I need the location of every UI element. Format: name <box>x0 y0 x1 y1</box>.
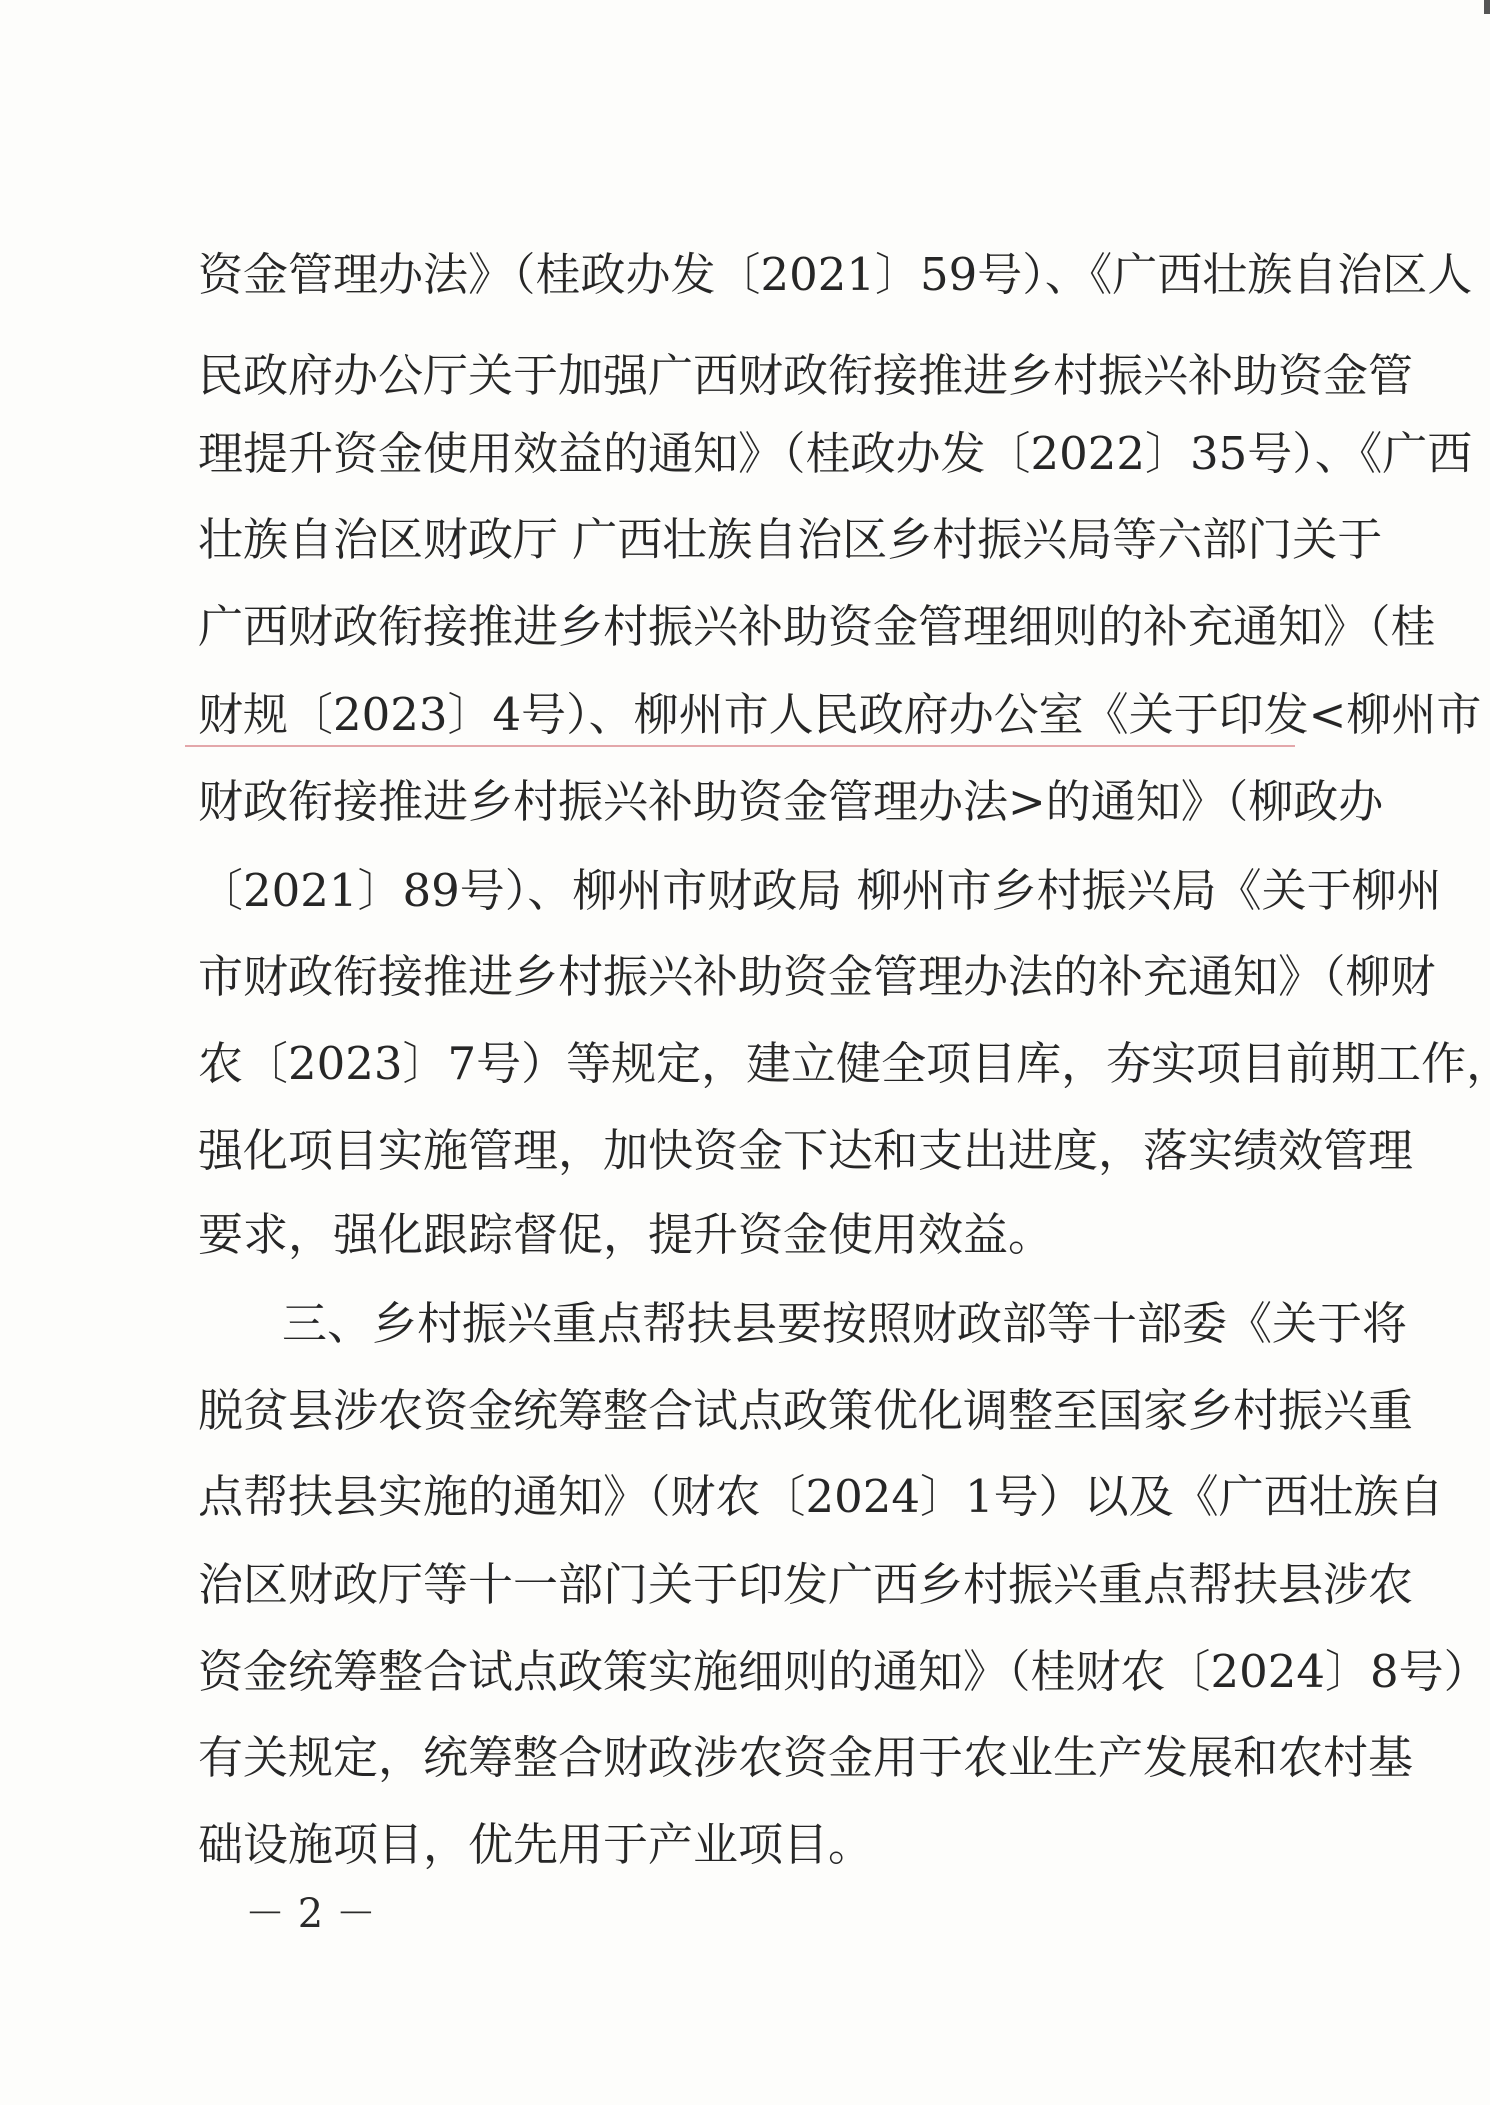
body-line-10: 农〔2023〕7号）等规定，建立健全项目库，夯实项目前期工作， <box>198 1037 1511 1090</box>
body-line-19: 础设施项目，优先用于产业项目。 <box>198 1818 874 1871</box>
body-line-18: 有关规定，统筹整合财政涉农资金用于农业生产发展和农村基 <box>198 1731 1414 1784</box>
body-line-8: 〔2021〕89号）、柳州市财政局 柳州市乡村振兴局《关于柳州 <box>198 864 1442 917</box>
body-line-2: 民政府办公厅关于加强广西财政衔接推进乡村振兴补助资金管 <box>198 349 1414 402</box>
body-line-15: 点帮扶县实施的通知》（财农〔2024〕1号）以及《广西壮族自 <box>198 1470 1444 1523</box>
body-line-14: 脱贫县涉农资金统筹整合试点政策优化调整至国家乡村振兴重 <box>198 1384 1414 1437</box>
body-line-16: 治区财政厅等十一部门关于印发广西乡村振兴重点帮扶县涉农 <box>198 1558 1414 1611</box>
body-line-6: 财规〔2023〕4号）、柳州市人民政府办公室《关于印发<柳州市 <box>198 688 1482 741</box>
page-number: － 2 － <box>245 1891 376 1937</box>
body-line-1: 资金管理办法》（桂政办发〔2021〕59号）、《广西壮族自治区人 <box>198 248 1473 301</box>
body-line-4: 壮族自治区财政厅 广西壮族自治区乡村振兴局等六部门关于 <box>198 513 1383 566</box>
body-line-5: 广西财政衔接推进乡村振兴补助资金管理细则的补充通知》（桂 <box>198 600 1436 653</box>
scan-edge-mark <box>1484 0 1490 14</box>
body-line-12: 要求，强化跟踪督促，提升资金使用效益。 <box>198 1208 1054 1261</box>
underline-mark <box>185 745 1295 747</box>
body-line-3: 理提升资金使用效益的通知》（桂政办发〔2022〕35号）、《广西 <box>198 427 1473 480</box>
body-line-9: 市财政衔接推进乡村振兴补助资金管理办法的补充通知》（柳财 <box>198 950 1436 1003</box>
body-line-17: 资金统筹整合试点政策实施细则的通知》（桂财农〔2024〕8号） <box>198 1645 1489 1698</box>
body-line-11: 强化项目实施管理，加快资金下达和支出进度，落实绩效管理 <box>198 1124 1414 1177</box>
body-line-7: 财政衔接推进乡村振兴补助资金管理办法>的通知》（柳政办 <box>198 775 1384 828</box>
body-line-13: 三、乡村振兴重点帮扶县要按照财政部等十部委《关于将 <box>282 1297 1408 1350</box>
